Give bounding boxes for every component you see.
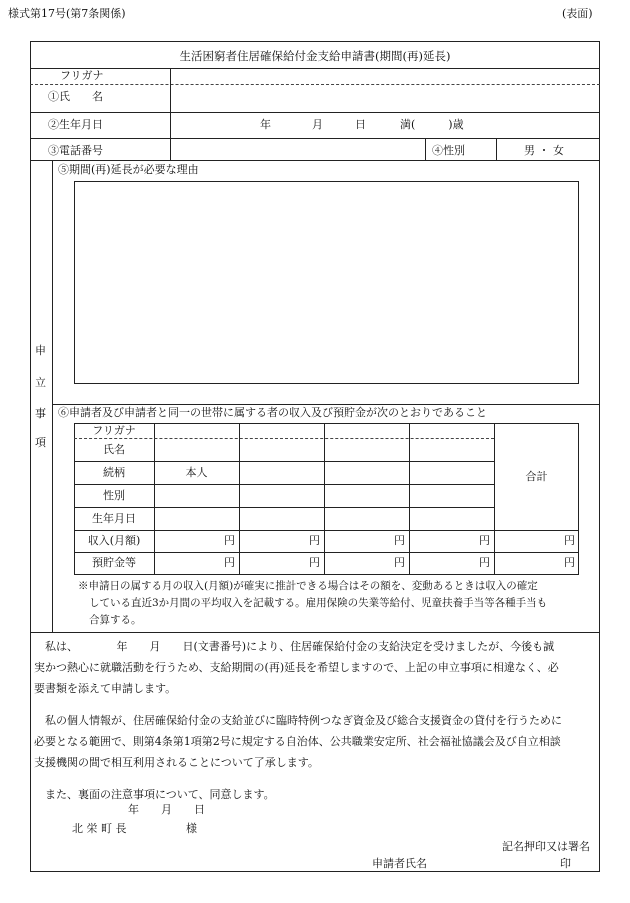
row-label-income: 収入(月額) bbox=[87, 534, 141, 547]
furigana-label: フリガナ bbox=[60, 69, 104, 82]
name-label: ①氏 名 bbox=[48, 90, 103, 103]
birth-year-label: 年 bbox=[260, 118, 271, 131]
gender-options: 男 ・ 女 bbox=[524, 144, 564, 157]
applicant-name-label: 申請者氏名 bbox=[372, 857, 427, 870]
decl-p1-line-2: 実かつ熱心に就職活動を行うため、支給期間の(再)延長を希望しますので、上記の申立事項に相違なく、必 bbox=[34, 661, 559, 674]
decl-p3: また、裏面の注意事項について、同意します。 bbox=[34, 788, 275, 801]
section-char-1: 申 bbox=[35, 344, 46, 357]
age-label: 満( )歳 bbox=[400, 118, 464, 131]
section-char-3: 事 bbox=[35, 407, 46, 420]
side-label: (表面) bbox=[562, 7, 593, 20]
seal-mark: 印 bbox=[560, 857, 571, 870]
row-label-savings: 預貯金等 bbox=[92, 556, 136, 569]
gender-label: ④性別 bbox=[432, 144, 465, 157]
self-relation: 本人 bbox=[185, 466, 208, 479]
birth-month-label: 月 bbox=[312, 118, 323, 131]
yen-mark: 円 bbox=[479, 556, 490, 569]
row-label-birthdate: 生年月日 bbox=[92, 512, 136, 525]
row-label-relation: 続柄 bbox=[103, 466, 125, 479]
yen-mark: 円 bbox=[479, 534, 490, 547]
row-label-furigana: フリガナ bbox=[92, 424, 136, 437]
income-label: ⑥申請者及び申請者と同一の世帯に属する者の収入及び預貯金が次のとおりであること bbox=[58, 406, 487, 419]
row-label-gender: 性別 bbox=[103, 489, 125, 502]
yen-mark: 円 bbox=[394, 534, 405, 547]
income-note-line-2: している直近3か月間の平均収入を記載する。雇用保険の失業等給付、児童扶養手当等各種手当も bbox=[89, 597, 548, 609]
addressee-sama: 様 bbox=[186, 822, 197, 835]
row-label-name: 氏名 bbox=[103, 443, 125, 456]
birthdate-label: ②生年月日 bbox=[48, 118, 103, 131]
reason-input-box[interactable] bbox=[74, 181, 579, 384]
total-label: 合計 bbox=[525, 470, 548, 483]
birth-day-label: 日 bbox=[355, 118, 366, 131]
form-title: 生活困窮者住居確保給付金支給申請書(期間(再)延長) bbox=[179, 49, 451, 63]
income-note-line-3: 合算する。 bbox=[89, 614, 142, 626]
yen-mark: 円 bbox=[394, 556, 405, 569]
yen-mark: 円 bbox=[309, 556, 320, 569]
decl-p1-line-1: 私は、 年 月 日(文書番号)により、住居確保給付金の支給決定を受けましたが、今後も誠 bbox=[34, 640, 555, 653]
addressee: 北 栄 町 長 bbox=[72, 822, 127, 835]
decl-date: 年 月 日 bbox=[128, 803, 205, 816]
section-char-2: 立 bbox=[35, 376, 46, 389]
income-note-line-1: ※申請日の属する月の収入(月額)が確実に推計できる場合はその額を、変動あるときは収入の確定 bbox=[78, 580, 538, 592]
reason-label: ⑤期間(再)延長が必要な理由 bbox=[58, 163, 199, 176]
decl-p2-line-1: 私の個人情報が、住居確保給付金の支給並びに臨時特例つなぎ資金及び総合支援資金の貸付を行うために bbox=[34, 714, 562, 727]
decl-p2-line-2: 必要となる範囲で、則第4条第1項第2号に規定する自治体、公共職業安定所、社会福祉協議会及び自立相談 bbox=[34, 735, 561, 748]
phone-label: ③電話番号 bbox=[48, 144, 103, 157]
yen-mark: 円 bbox=[564, 534, 575, 547]
sign-note: 記名押印又は署名 bbox=[502, 840, 590, 853]
yen-mark: 円 bbox=[224, 534, 235, 547]
yen-mark: 円 bbox=[564, 556, 575, 569]
yen-mark: 円 bbox=[309, 534, 320, 547]
form-number: 様式第17号(第7条関係) bbox=[8, 7, 126, 20]
section-char-4: 項 bbox=[35, 436, 46, 449]
yen-mark: 円 bbox=[224, 556, 235, 569]
decl-p1-line-3: 要書類を添えて申請します。 bbox=[34, 682, 177, 695]
decl-p2-line-3: 支援機関の間で相互利用されることについて了承します。 bbox=[34, 756, 319, 769]
